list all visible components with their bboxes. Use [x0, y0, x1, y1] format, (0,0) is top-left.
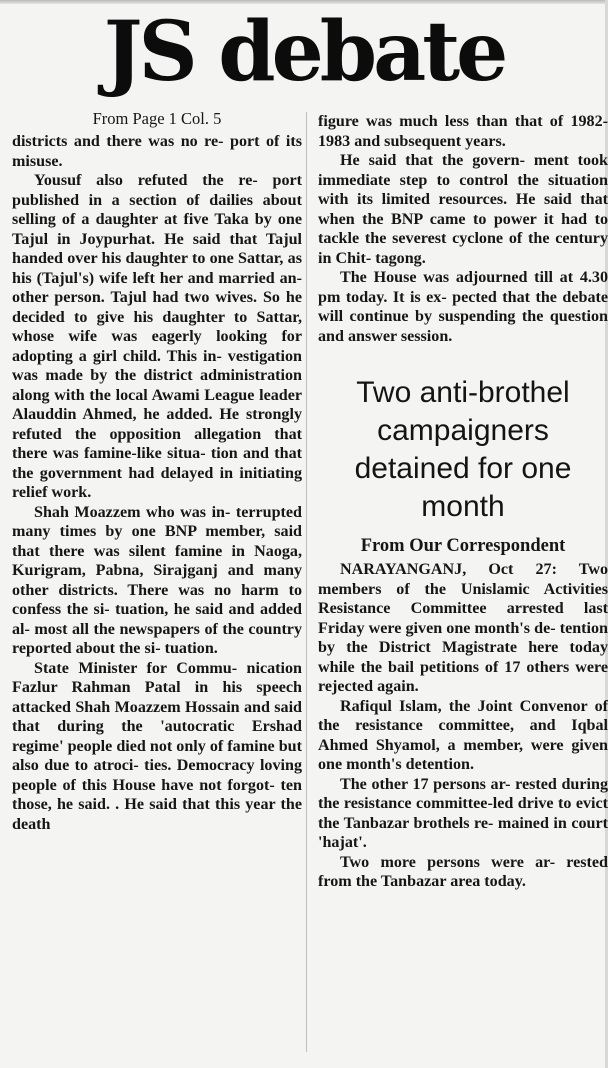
continuation-dateline: From Page 1 Col. 5 [92, 109, 222, 128]
paragraph: He said that the govern- ment took immediate step to control the situation with its limited resources. He said that when the BNP came to power it had to tackle the severest cyclone of the century in Chit- tagong. [318, 152, 608, 267]
paragraph: Rafiqul Islam, the Joint Convenor of the resistance committee, and Iqbal Ahmed Shyamol, a member, were given one month's detention. [318, 697, 608, 773]
second-story-byline: From Our Correspondent [360, 536, 566, 556]
paragraph: The other 17 persons ar- rested during the resistance committee-led drive to evict the Tanbazar brothels re- mained in court 'hajat'. [318, 775, 608, 851]
paragraph: NARAYANGANJ, Oct 27: Two members of the Unislamic Activities Resistance Committee arrested last Friday were given one month's de- tention by the District Magistrate here today while the bail petitions of 17 others were rejected again. [318, 561, 608, 695]
paragraph: figure was much less than that of 1982-1983 and subsequent years. [318, 113, 608, 150]
paragraph: State Minister for Commu- nication Fazlur Rahman Patal in his speech attacked Shah Moazzem Hossain and said that during the 'autocratic Ershad regime' people died not only of famine but also due to atroci- ties. Democracy loving people of this House have not forgot- ten those, he said. . He said that this year the death [12, 659, 302, 833]
right-column [318, 112, 608, 892]
paragraph: The House was adjourned till at 4.30 pm today. It is ex- pected that the debate will continue by suspending the question and answer session. [318, 269, 608, 345]
left-column [12, 110, 302, 834]
paragraph: Two more persons were ar- rested from the Tanbazar area today. [318, 853, 608, 890]
paragraph: Shah Moazzem who was in- terrupted many times by one BNP member, said that there was silent famine in Naoga, Kurigram, Pabna, Sirajganj and many other districts. There was no harm to confess the si- tuation, he said and added al- most all the newspapers of the country reported about the si- tuation. [12, 503, 302, 657]
paragraph: Yousuf also refuted the re- port published in a section of dailies about selling of a daughter at five Taka by one Tajul in Joypurhat. He said that Tajul handed over his daughter to one Sattar, as his (Tajul's) wife left her and married an- other person. Tajul had two wives. So he decided to give his daughter to Sattar, whose wife was eagerly looking for adopting a girl child. This in- vestigation was made by the district administration along with the local Awami League leader Alauddin Ahmed, he added. He strongly refuted the opposition allegation that there was famine-like situa- tion and that the government had delayed in initiating relief work. [12, 172, 302, 501]
paragraph: districts and there was no re- port of its misuse. [12, 133, 302, 170]
second-story-headline: Two anti-brothel campaigners detained for one month [354, 376, 572, 523]
column-divider [306, 112, 307, 1052]
main-headline: JS debate [103, 4, 505, 100]
